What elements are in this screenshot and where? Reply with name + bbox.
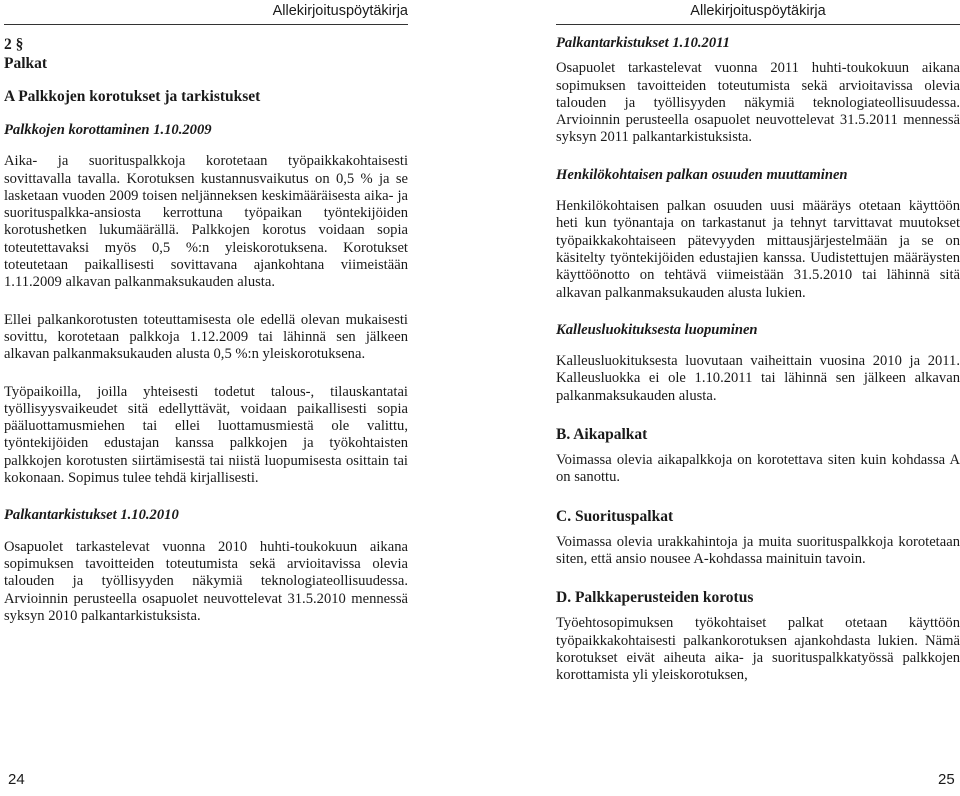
heading-review-2011: Palkantarkistukset 1.10.2011 bbox=[556, 35, 730, 51]
paragraph-raise-3: Työpaikoilla, joilla yhteisesti todetut talous-, tilauskantatai työllisyysvaikeudet sitä edellyttävät, voidaan paikallisesti sopia pääluottamusmiehen tai ellei luottamusmiestä ole valittu, työntekijöiden edustajan kanssa palkkojen ja työkohtaisten palkkojen korotusten siirtämisestä tai niistä luopumisesta osittain tai kokonaan. Sopimus tulee tehdä kirjallisesti. bbox=[4, 383, 408, 487]
paragraph-review-2011: Osapuolet tarkastelevat vuonna 2011 huhti-toukokuun aikana sopimuksen tavoitteiden toteutumista sekä arvioitavissa olevia talouden ja työllisyyden näkymiä teknologiateollisuudessa. Arvioinnin perusteella osapuolet neuvottelevat 31.5.2011 mennessä syksyn 2011 palkantarkistuksista. bbox=[556, 60, 960, 146]
paragraph-raise-2: Ellei palkankorotusten toteuttamisesta ole edellä olevan mukaisesti sovittu, korotetaan palkkoja 1.12.2009 tai lähinnä sen jälkeen alkavan palkanmaksukauden alusta 0,5 %:n yleiskorotuksena. bbox=[4, 311, 408, 363]
right-page bbox=[556, 0, 960, 684]
right-running-head: Allekirjoituspöytäkirja bbox=[556, 0, 960, 25]
paragraph-piece-wages: Voimassa olevia urakkahintoja ja muita suorituspalkkoja korotetaan siten, että ansio nousee A-kohdassa mainituin tavoin. bbox=[556, 533, 960, 567]
paragraph-personal-pay: Henkilökohtaisen palkan osuuden uusi määräys otetaan käyttöön heti kun työnantaja on tarkastanut ja tehnyt tarvittavat muutokset työpaikkakohtaiseen pätevyyden mittausjärjestelmään ja se on käsitelty työntekijöiden edustajien kanssa. Uudistettujen määräysten käyttöönotto on tehtävä viimeistään 31.5.2010 tai lähinnä sitä alkavan palkanmaksukauden alusta lukien. bbox=[556, 198, 960, 301]
heading-time-wages: B. Aikapalkat bbox=[556, 426, 648, 444]
page-number-right: 25 bbox=[938, 771, 955, 788]
paragraph-cost-class: Kalleusluokituksesta luovutaan vaiheittain vuosina 2010 ja 2011. Kalleusluokka ei ole 1.10.2011 tai lähinnä sen jälkeen alkavan palkanmaksukauden alusta. bbox=[556, 353, 960, 404]
heading-cost-class: Kalleusluokituksesta luopuminen bbox=[556, 321, 758, 338]
left-running-head: Allekirjoituspöytäkirja bbox=[4, 0, 408, 25]
section-title: Palkat bbox=[4, 55, 48, 72]
heading-piece-wages: C. Suorituspalkat bbox=[556, 507, 674, 525]
paragraph-raise-1: Aika- ja suorituspalkkoja korotetaan työpaikkakohtaisesti sovittavalla tavalla. Korotuksen kustannusvaikutus on 0,5 % ja se lasketaan vuoden 2009 toisen neljänneksen keskimääräisesta aika- ja suorituspalkka-ansiosta kerrottuna työpaikan työntekijöiden korotushetken lukumäärällä. Palkkojen korotus voidaan sopia toteutettavaksi myös 0,5 %:n yleiskorotuksena. Korotukset toteutetaan paikallisesti sovittavana ajankohtana viimeistään 1.11.2009 alkavan palkanmaksukauden alusta. bbox=[4, 153, 408, 291]
section-number: 2 § bbox=[4, 36, 24, 53]
left-page-content bbox=[4, 35, 408, 625]
heading-pay-basis: D. Palkkaperusteiden korotus bbox=[556, 589, 754, 607]
heading-review-2010: Palkantarkistukset 1.10.2010 bbox=[4, 507, 179, 524]
subsection-title: A Palkkojen korotukset ja tarkistukset bbox=[4, 88, 261, 105]
paragraph-time-wages: Voimassa olevia aikapalkkoja on korotettava siten kuin kohdassa A on sanottu. bbox=[556, 452, 960, 486]
left-page bbox=[4, 0, 408, 625]
page-number-left: 24 bbox=[8, 771, 25, 788]
paragraph-review-2010: Osapuolet tarkastelevat vuonna 2010 huhti-toukokuun aikana sopimuksen tavoitteiden toteutumista sekä arvioitavissa olevia talouden ja työllisyyden näkymiä teknologiateollisuudessa. Arvioinnin perusteella osapuolet neuvottelevat 31.5.2010 mennessä syksyn 2010 palkantarkistuksista. bbox=[4, 538, 408, 624]
right-page-content bbox=[556, 35, 960, 684]
paragraph-pay-basis: Työehtosopimuksen työkohtaiset palkat otetaan käyttöön työpaikkakohtaisesti palkankorotuksen ajankohdasta lukien. Nämä korotukset eivät aiheuta aika- ja suorituspalkkatyössä palkkojen korottamista yli yleiskorotuksen, bbox=[556, 615, 960, 684]
heading-raise-2009: Palkkojen korottaminen 1.10.2009 bbox=[4, 122, 212, 138]
heading-personal-pay: Henkilökohtaisen palkan osuuden muuttaminen bbox=[556, 166, 848, 183]
